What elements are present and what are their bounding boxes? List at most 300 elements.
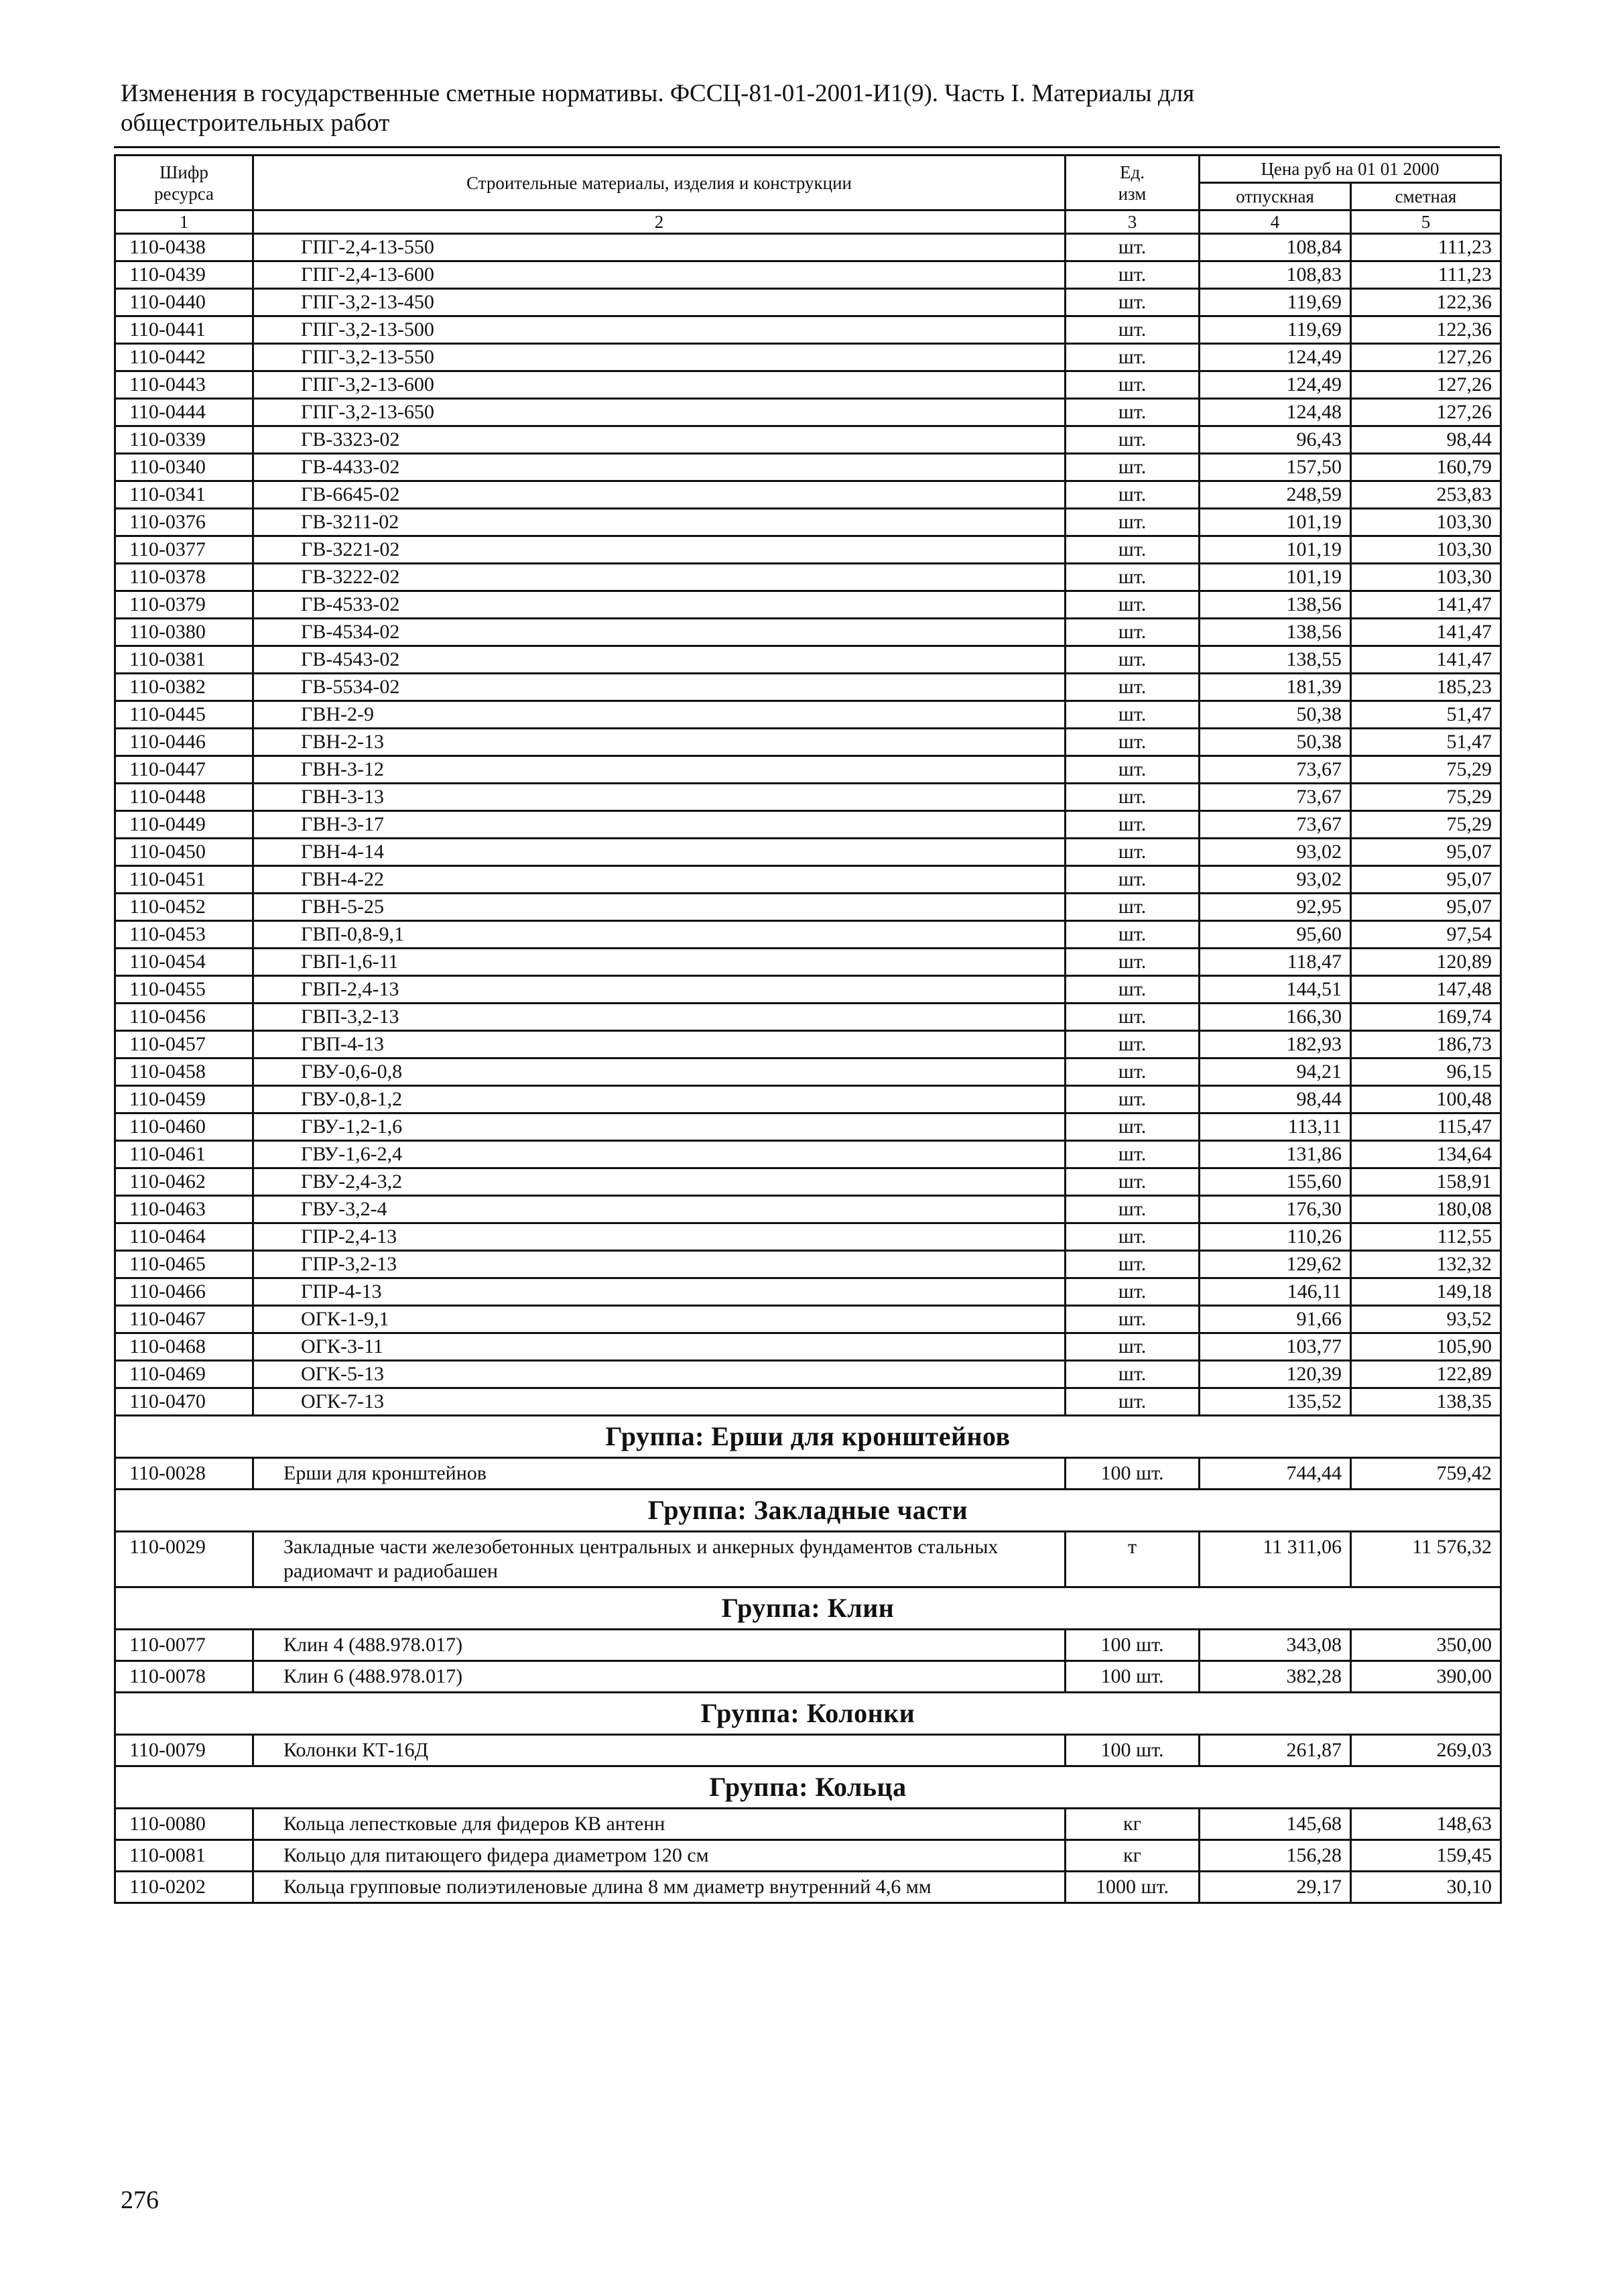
- resource-code: 110-0463: [115, 1196, 253, 1223]
- material-name: ОГК-3-11: [253, 1333, 1066, 1361]
- unit: шт.: [1066, 1278, 1200, 1306]
- price-estimate: 134,64: [1351, 1141, 1501, 1168]
- unit: шт.: [1066, 344, 1200, 371]
- price-release: 73,67: [1200, 811, 1351, 839]
- unit: шт.: [1066, 976, 1200, 1004]
- material-name: Колонки КТ-16Д: [253, 1735, 1066, 1766]
- price-estimate: 350,00: [1351, 1630, 1501, 1661]
- table-row: [115, 454, 1501, 481]
- materials-table: [114, 154, 1502, 1904]
- table-row: [115, 1168, 1501, 1196]
- resource-code: 110-0443: [115, 371, 253, 399]
- resource-code: 110-0080: [115, 1809, 253, 1840]
- material-name: ГПГ-2,4-13-550: [253, 234, 1066, 261]
- price-release: 73,67: [1200, 784, 1351, 811]
- price-release: 92,95: [1200, 894, 1351, 921]
- group-title: Группа: Ерши для кронштейнов: [115, 1416, 1501, 1458]
- table-row: [115, 1458, 1501, 1490]
- material-name: ГПГ-2,4-13-600: [253, 261, 1066, 289]
- resource-code: 110-0379: [115, 591, 253, 619]
- resource-code: 110-0339: [115, 426, 253, 454]
- group-heading-row: [115, 1587, 1501, 1630]
- material-name: ГВ-4433-02: [253, 454, 1066, 481]
- unit: кг: [1066, 1809, 1200, 1840]
- price-estimate: 127,26: [1351, 371, 1501, 399]
- table-row: [115, 756, 1501, 784]
- price-release: 119,69: [1200, 316, 1351, 344]
- unit: шт.: [1066, 839, 1200, 866]
- header-price-release: отпускная: [1200, 183, 1351, 210]
- price-release: 96,43: [1200, 426, 1351, 454]
- price-release: 101,19: [1200, 564, 1351, 591]
- price-release: 124,49: [1200, 344, 1351, 371]
- resource-code: 110-0450: [115, 839, 253, 866]
- table-row: [115, 949, 1501, 976]
- table-row: [115, 1809, 1501, 1840]
- price-release: 156,28: [1200, 1840, 1351, 1872]
- resource-code: 110-0470: [115, 1388, 253, 1416]
- table-row: [115, 729, 1501, 756]
- resource-code: 110-0078: [115, 1661, 253, 1693]
- price-release: 103,77: [1200, 1333, 1351, 1361]
- resource-code: 110-0469: [115, 1361, 253, 1388]
- resource-code: 110-0081: [115, 1840, 253, 1872]
- material-name: ГВН-5-25: [253, 894, 1066, 921]
- group-heading-row: [115, 1693, 1501, 1735]
- resource-code: 110-0340: [115, 454, 253, 481]
- material-name: ГПР-4-13: [253, 1278, 1066, 1306]
- material-name: Закладные части железобетонных центральных и анкерных фундаментов стальных радиомачт и радиобашен: [253, 1532, 1066, 1587]
- unit: шт.: [1066, 1168, 1200, 1196]
- price-estimate: 11 576,32: [1351, 1532, 1501, 1587]
- material-name: ГВ-3221-02: [253, 536, 1066, 564]
- resource-code: 110-0029: [115, 1532, 253, 1587]
- table-row: [115, 564, 1501, 591]
- unit: т: [1066, 1532, 1200, 1587]
- material-name: ГВН-3-13: [253, 784, 1066, 811]
- group-title: Группа: Колонки: [115, 1693, 1501, 1735]
- unit: кг: [1066, 1840, 1200, 1872]
- material-name: ГВ-3222-02: [253, 564, 1066, 591]
- unit: шт.: [1066, 1031, 1200, 1059]
- resource-code: 110-0456: [115, 1004, 253, 1031]
- table-row: [115, 1735, 1501, 1766]
- price-estimate: 95,07: [1351, 866, 1501, 894]
- price-estimate: 96,15: [1351, 1059, 1501, 1086]
- unit: шт.: [1066, 1113, 1200, 1141]
- unit: шт.: [1066, 1086, 1200, 1113]
- unit: шт.: [1066, 261, 1200, 289]
- material-name: ГВУ-1,6-2,4: [253, 1141, 1066, 1168]
- price-release: 138,56: [1200, 619, 1351, 646]
- unit: шт.: [1066, 454, 1200, 481]
- table-row: [115, 811, 1501, 839]
- unit: шт.: [1066, 426, 1200, 454]
- table-row: [115, 536, 1501, 564]
- price-release: 98,44: [1200, 1086, 1351, 1113]
- price-estimate: 103,30: [1351, 509, 1501, 536]
- unit: шт.: [1066, 1251, 1200, 1278]
- material-name: Клин 6 (488.978.017): [253, 1661, 1066, 1693]
- price-release: 261,87: [1200, 1735, 1351, 1766]
- resource-code: 110-0459: [115, 1086, 253, 1113]
- table-row: [115, 509, 1501, 536]
- unit: шт.: [1066, 646, 1200, 674]
- price-estimate: 180,08: [1351, 1196, 1501, 1223]
- table-row: [115, 1306, 1501, 1333]
- unit: шт.: [1066, 1223, 1200, 1251]
- table-row: [115, 426, 1501, 454]
- table-row: [115, 674, 1501, 701]
- material-name: ГВ-3211-02: [253, 509, 1066, 536]
- unit: 100 шт.: [1066, 1735, 1200, 1766]
- price-estimate: 185,23: [1351, 674, 1501, 701]
- unit: шт.: [1066, 619, 1200, 646]
- resource-code: 110-0454: [115, 949, 253, 976]
- price-estimate: 30,10: [1351, 1872, 1501, 1903]
- unit: шт.: [1066, 564, 1200, 591]
- table-row: [115, 921, 1501, 949]
- header-code-line2: ресурса: [153, 183, 214, 204]
- material-name: ГВУ-0,8-1,2: [253, 1086, 1066, 1113]
- unit: шт.: [1066, 1196, 1200, 1223]
- material-name: Ерши для кронштейнов: [253, 1458, 1066, 1490]
- column-number: 3: [1066, 210, 1200, 234]
- header-unit-line1: Ед.: [1120, 162, 1145, 182]
- unit: 100 шт.: [1066, 1458, 1200, 1490]
- price-estimate: 141,47: [1351, 646, 1501, 674]
- unit: шт.: [1066, 316, 1200, 344]
- resource-code: 110-0380: [115, 619, 253, 646]
- header-unit: [1066, 156, 1200, 210]
- price-estimate: 132,32: [1351, 1251, 1501, 1278]
- table-row: [115, 1251, 1501, 1278]
- table-row: [115, 1840, 1501, 1872]
- price-estimate: 75,29: [1351, 811, 1501, 839]
- resource-code: 110-0447: [115, 756, 253, 784]
- price-estimate: 75,29: [1351, 756, 1501, 784]
- material-name: ГВП-4-13: [253, 1031, 1066, 1059]
- resource-code: 110-0453: [115, 921, 253, 949]
- resource-code: 110-0377: [115, 536, 253, 564]
- table-row: [115, 1141, 1501, 1168]
- material-name: ГПГ-3,2-13-550: [253, 344, 1066, 371]
- price-estimate: 186,73: [1351, 1031, 1501, 1059]
- resource-code: 110-0382: [115, 674, 253, 701]
- price-release: 155,60: [1200, 1168, 1351, 1196]
- unit: шт.: [1066, 756, 1200, 784]
- price-estimate: 111,23: [1351, 234, 1501, 261]
- column-number: 4: [1200, 210, 1351, 234]
- resource-code: 110-0451: [115, 866, 253, 894]
- price-release: 382,28: [1200, 1661, 1351, 1693]
- unit: шт.: [1066, 481, 1200, 509]
- resource-code: 110-0077: [115, 1630, 253, 1661]
- price-estimate: 112,55: [1351, 1223, 1501, 1251]
- price-release: 93,02: [1200, 839, 1351, 866]
- table-row: [115, 701, 1501, 729]
- resource-code: 110-0449: [115, 811, 253, 839]
- price-estimate: 122,89: [1351, 1361, 1501, 1388]
- price-estimate: 158,91: [1351, 1168, 1501, 1196]
- resource-code: 110-0468: [115, 1333, 253, 1361]
- group-heading-row: [115, 1416, 1501, 1458]
- price-estimate: 100,48: [1351, 1086, 1501, 1113]
- table-row: [115, 1113, 1501, 1141]
- material-name: ГВ-4533-02: [253, 591, 1066, 619]
- material-name: ГВП-1,6-11: [253, 949, 1066, 976]
- price-estimate: 147,48: [1351, 976, 1501, 1004]
- material-name: ГВ-5534-02: [253, 674, 1066, 701]
- resource-code: 110-0445: [115, 701, 253, 729]
- header-line-1: Изменения в государственные сметные нормативы. ФССЦ-81-01-2001-И1(9). Часть I. Материалы для: [121, 80, 1195, 107]
- unit: шт.: [1066, 784, 1200, 811]
- material-name: ГВП-0,8-9,1: [253, 921, 1066, 949]
- column-number: 5: [1351, 210, 1501, 234]
- table-row: [115, 1872, 1501, 1903]
- unit: шт.: [1066, 509, 1200, 536]
- material-name: ГВН-2-13: [253, 729, 1066, 756]
- unit: шт.: [1066, 371, 1200, 399]
- resource-code: 110-0455: [115, 976, 253, 1004]
- table-row: [115, 289, 1501, 316]
- material-name: ГПР-2,4-13: [253, 1223, 1066, 1251]
- material-name: ГВ-6645-02: [253, 481, 1066, 509]
- price-estimate: 93,52: [1351, 1306, 1501, 1333]
- price-release: 29,17: [1200, 1872, 1351, 1903]
- price-estimate: 160,79: [1351, 454, 1501, 481]
- price-estimate: 759,42: [1351, 1458, 1501, 1490]
- material-name: ГВУ-0,6-0,8: [253, 1059, 1066, 1086]
- price-release: 124,48: [1200, 399, 1351, 426]
- price-release: 93,02: [1200, 866, 1351, 894]
- price-estimate: 95,07: [1351, 894, 1501, 921]
- header-line-2: общестроительных работ: [121, 109, 390, 137]
- price-estimate: 95,07: [1351, 839, 1501, 866]
- resource-code: 110-0458: [115, 1059, 253, 1086]
- price-release: 108,83: [1200, 261, 1351, 289]
- price-release: 113,11: [1200, 1113, 1351, 1141]
- price-release: 181,39: [1200, 674, 1351, 701]
- column-number-row: [115, 210, 1501, 234]
- table-row: [115, 1361, 1501, 1388]
- resource-code: 110-0452: [115, 894, 253, 921]
- price-estimate: 111,23: [1351, 261, 1501, 289]
- price-release: 108,84: [1200, 234, 1351, 261]
- price-estimate: 159,45: [1351, 1840, 1501, 1872]
- price-release: 124,49: [1200, 371, 1351, 399]
- material-name: ГПГ-3,2-13-450: [253, 289, 1066, 316]
- price-estimate: 149,18: [1351, 1278, 1501, 1306]
- resource-code: 110-0462: [115, 1168, 253, 1196]
- resource-code: 110-0465: [115, 1251, 253, 1278]
- price-release: 144,51: [1200, 976, 1351, 1004]
- material-name: ОГК-5-13: [253, 1361, 1066, 1388]
- group-heading-row: [115, 1490, 1501, 1532]
- header-rule: [114, 146, 1500, 148]
- price-estimate: 103,30: [1351, 536, 1501, 564]
- resource-code: 110-0442: [115, 344, 253, 371]
- table-row: [115, 976, 1501, 1004]
- material-name: ГВН-2-9: [253, 701, 1066, 729]
- price-release: 744,44: [1200, 1458, 1351, 1490]
- table-row: [115, 1333, 1501, 1361]
- price-release: 157,50: [1200, 454, 1351, 481]
- price-estimate: 103,30: [1351, 564, 1501, 591]
- table-row: [115, 646, 1501, 674]
- price-estimate: 169,74: [1351, 1004, 1501, 1031]
- unit: шт.: [1066, 1306, 1200, 1333]
- resource-code: 110-0460: [115, 1113, 253, 1141]
- unit: шт.: [1066, 866, 1200, 894]
- price-estimate: 253,83: [1351, 481, 1501, 509]
- header-unit-line2: изм: [1118, 183, 1147, 204]
- price-release: 101,19: [1200, 509, 1351, 536]
- unit: 100 шт.: [1066, 1661, 1200, 1693]
- price-release: 146,11: [1200, 1278, 1351, 1306]
- unit: шт.: [1066, 811, 1200, 839]
- header-price-group: Цена руб на 01 01 2000: [1200, 156, 1501, 183]
- price-release: 110,26: [1200, 1223, 1351, 1251]
- price-release: 166,30: [1200, 1004, 1351, 1031]
- price-estimate: 122,36: [1351, 289, 1501, 316]
- group-title: Группа: Кольца: [115, 1766, 1501, 1809]
- resource-code: 110-0466: [115, 1278, 253, 1306]
- resource-code: 110-0079: [115, 1735, 253, 1766]
- table-row: [115, 1196, 1501, 1223]
- material-name: Кольца лепестковые для фидеров КВ антенн: [253, 1809, 1066, 1840]
- price-estimate: 105,90: [1351, 1333, 1501, 1361]
- unit: шт.: [1066, 1388, 1200, 1416]
- table-row: [115, 1278, 1501, 1306]
- material-name: ГВ-4534-02: [253, 619, 1066, 646]
- price-release: 129,62: [1200, 1251, 1351, 1278]
- table-row: [115, 591, 1501, 619]
- table-row: [115, 234, 1501, 261]
- resource-code: 110-0444: [115, 399, 253, 426]
- resource-code: 110-0376: [115, 509, 253, 536]
- unit: шт.: [1066, 536, 1200, 564]
- price-estimate: 115,47: [1351, 1113, 1501, 1141]
- material-name: ГВ-3323-02: [253, 426, 1066, 454]
- price-estimate: 141,47: [1351, 619, 1501, 646]
- price-release: 145,68: [1200, 1809, 1351, 1840]
- resource-code: 110-0446: [115, 729, 253, 756]
- unit: шт.: [1066, 1361, 1200, 1388]
- unit: шт.: [1066, 1059, 1200, 1086]
- price-estimate: 51,47: [1351, 701, 1501, 729]
- unit: шт.: [1066, 399, 1200, 426]
- price-release: 101,19: [1200, 536, 1351, 564]
- table-row: [115, 316, 1501, 344]
- price-estimate: 98,44: [1351, 426, 1501, 454]
- resource-code: 110-0438: [115, 234, 253, 261]
- unit: шт.: [1066, 591, 1200, 619]
- price-release: 131,86: [1200, 1141, 1351, 1168]
- group-title: Группа: Клин: [115, 1587, 1501, 1630]
- price-estimate: 97,54: [1351, 921, 1501, 949]
- group-title: Группа: Закладные части: [115, 1490, 1501, 1532]
- table-row: [115, 839, 1501, 866]
- price-estimate: 75,29: [1351, 784, 1501, 811]
- material-name: ГВП-3,2-13: [253, 1004, 1066, 1031]
- material-name: ОГК-1-9,1: [253, 1306, 1066, 1333]
- material-name: ГПГ-3,2-13-500: [253, 316, 1066, 344]
- table-row: [115, 1661, 1501, 1693]
- unit: шт.: [1066, 729, 1200, 756]
- table-row: [115, 866, 1501, 894]
- table-header: [115, 156, 1501, 234]
- table-row: [115, 1004, 1501, 1031]
- table-row: [115, 1086, 1501, 1113]
- material-name: ГВУ-3,2-4: [253, 1196, 1066, 1223]
- price-estimate: 127,26: [1351, 344, 1501, 371]
- resource-code: 110-0457: [115, 1031, 253, 1059]
- price-release: 11 311,06: [1200, 1532, 1351, 1587]
- price-estimate: 138,35: [1351, 1388, 1501, 1416]
- resource-code: 110-0378: [115, 564, 253, 591]
- table-row: [115, 1532, 1501, 1587]
- material-name: ГВП-2,4-13: [253, 976, 1066, 1004]
- unit: шт.: [1066, 701, 1200, 729]
- table-row: [115, 1223, 1501, 1251]
- group-heading-row: [115, 1766, 1501, 1809]
- table-row: [115, 1630, 1501, 1661]
- price-release: 248,59: [1200, 481, 1351, 509]
- header-code-line1: Шифр: [159, 162, 208, 182]
- material-name: ГВН-4-14: [253, 839, 1066, 866]
- material-name: ОГК-7-13: [253, 1388, 1066, 1416]
- table-row: [115, 344, 1501, 371]
- page-number: 276: [121, 2186, 159, 2214]
- table-row: [115, 784, 1501, 811]
- material-name: ГВН-3-17: [253, 811, 1066, 839]
- resource-code: 110-0448: [115, 784, 253, 811]
- resource-code: 110-0341: [115, 481, 253, 509]
- table-row: [115, 481, 1501, 509]
- header-name: Строительные материалы, изделия и конструкции: [253, 156, 1066, 210]
- unit: шт.: [1066, 949, 1200, 976]
- price-release: 50,38: [1200, 701, 1351, 729]
- price-estimate: 390,00: [1351, 1661, 1501, 1693]
- unit: шт.: [1066, 921, 1200, 949]
- header-code: [115, 156, 253, 210]
- price-release: 91,66: [1200, 1306, 1351, 1333]
- price-estimate: 120,89: [1351, 949, 1501, 976]
- resource-code: 110-0441: [115, 316, 253, 344]
- price-release: 343,08: [1200, 1630, 1351, 1661]
- resource-code: 110-0439: [115, 261, 253, 289]
- material-name: ГВН-3-12: [253, 756, 1066, 784]
- column-number: 1: [115, 210, 253, 234]
- unit: 1000 шт.: [1066, 1872, 1200, 1903]
- unit: шт.: [1066, 674, 1200, 701]
- unit: шт.: [1066, 1141, 1200, 1168]
- unit: 100 шт.: [1066, 1630, 1200, 1661]
- price-release: 73,67: [1200, 756, 1351, 784]
- material-name: ГПР-3,2-13: [253, 1251, 1066, 1278]
- price-estimate: 269,03: [1351, 1735, 1501, 1766]
- price-estimate: 148,63: [1351, 1809, 1501, 1840]
- table-row: [115, 399, 1501, 426]
- material-name: ГВН-4-22: [253, 866, 1066, 894]
- material-name: ГВ-4543-02: [253, 646, 1066, 674]
- table-row: [115, 894, 1501, 921]
- resource-code: 110-0381: [115, 646, 253, 674]
- table-row: [115, 619, 1501, 646]
- material-name: ГПГ-3,2-13-600: [253, 371, 1066, 399]
- material-name: ГВУ-1,2-1,6: [253, 1113, 1066, 1141]
